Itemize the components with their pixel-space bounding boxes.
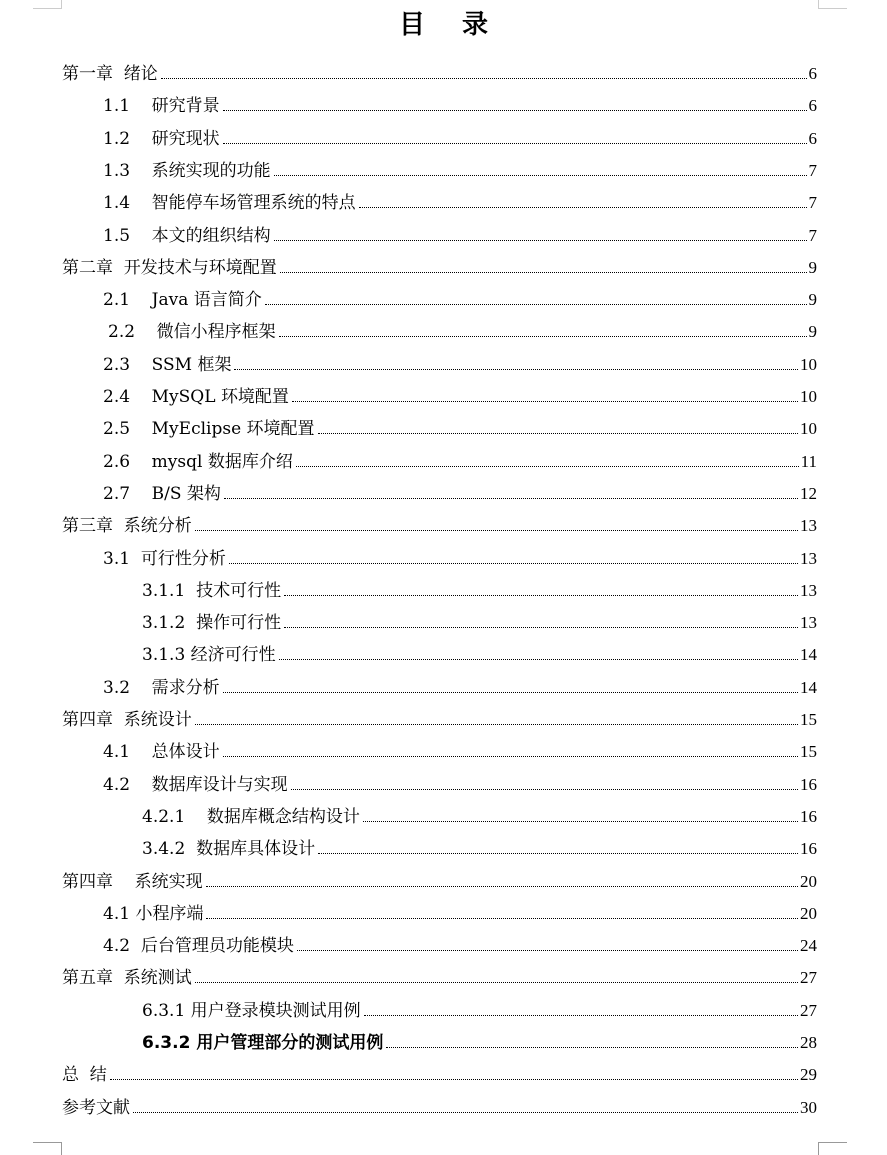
toc-entry-label: 2.7 B/S 架构: [103, 483, 221, 504]
toc-entry-label: 第五章 系统测试: [62, 968, 192, 989]
dot-leader: [291, 789, 798, 790]
dot-leader: [195, 982, 798, 983]
dot-leader: [223, 110, 807, 111]
toc-entry-2-3[interactable]: [103, 345, 817, 377]
toc-entry-page: 13: [800, 548, 817, 568]
dot-leader: [386, 1047, 798, 1048]
toc-entry-page: 10: [800, 354, 817, 374]
toc-entry-page: 13: [800, 613, 817, 633]
dot-leader: [274, 175, 807, 176]
toc-entry-6-3-2[interactable]: [142, 1023, 817, 1055]
toc-entry-page: 20: [800, 871, 817, 891]
toc-entry-label: 3.1.1 技术可行性: [142, 580, 282, 601]
toc-entry-2-4[interactable]: [103, 377, 817, 409]
toc-entry-1-2[interactable]: [103, 119, 817, 151]
toc-entry-label: 第二章 开发技术与环境配置: [62, 257, 277, 278]
toc-entry-page: 9: [808, 322, 817, 342]
toc-entry-2-1[interactable]: [103, 280, 817, 312]
toc-entry-3-4-2[interactable]: [142, 829, 817, 861]
toc-entry-chapter-1[interactable]: [62, 54, 817, 86]
toc-entry-label: 3.2 需求分析: [103, 677, 220, 698]
toc-entry-label: 3.1.2 操作可行性: [142, 613, 282, 634]
toc-entry-label: 4.1 总体设计: [103, 742, 220, 763]
toc-entry-3-2[interactable]: [103, 668, 817, 700]
toc-entry-chapter-3[interactable]: [62, 506, 817, 538]
toc-entry-page: 16: [800, 774, 817, 794]
toc-entry-6-3-1[interactable]: [142, 991, 817, 1023]
toc-entry-page: 14: [800, 677, 817, 697]
dot-leader: [359, 207, 807, 208]
toc-entry-page: 24: [800, 936, 817, 956]
toc-entry-1-4[interactable]: [103, 183, 817, 215]
toc-entry-4-2-admin[interactable]: [103, 926, 817, 958]
dot-leader: [279, 659, 798, 660]
toc-entry-label: 3.1 可行性分析: [103, 548, 226, 569]
dot-leader: [195, 724, 798, 725]
toc-entry-page: 27: [800, 968, 817, 988]
toc-entry-page: 15: [800, 710, 817, 729]
page-corner-mark-bottom-left: [33, 1142, 62, 1155]
toc-entry-page: 27: [800, 1000, 817, 1020]
toc-entry-summary[interactable]: [62, 1055, 817, 1087]
dot-leader: [274, 240, 807, 241]
toc-entry-chapter-2[interactable]: [62, 248, 817, 280]
dot-leader: [279, 336, 807, 337]
toc-entry-3-1-1[interactable]: [142, 571, 817, 603]
page-corner-mark-bottom-right: [818, 1142, 847, 1155]
toc-entry-label: 6.3.2 用户管理部分的测试用例: [142, 1033, 384, 1053]
toc-entry-3-1-3[interactable]: [142, 635, 817, 667]
toc-entry-2-6[interactable]: [103, 442, 817, 474]
toc-entry-label: 4.2.1 数据库概念结构设计: [142, 806, 360, 827]
toc-entry-label: 4.2 数据库设计与实现: [103, 774, 288, 795]
toc-entry-label: 3.4.2 数据库具体设计: [142, 839, 316, 860]
dot-leader: [223, 143, 807, 144]
toc-entry-1-1[interactable]: [103, 86, 817, 118]
toc-entry-label: 1.4 智能停车场管理系统的特点: [103, 193, 356, 214]
toc-entry-label: 第一章 绪论: [62, 64, 158, 84]
dot-leader: [133, 1112, 798, 1113]
toc-entry-label: 2.4 MySQL 环境配置: [103, 387, 289, 407]
toc-entry-label: 2.3 SSM 框架: [103, 354, 232, 375]
toc-entry-1-3[interactable]: [103, 151, 817, 183]
dot-leader: [223, 692, 798, 693]
toc-entry-label: 6.3.1 用户登录模块测试用例: [142, 1000, 361, 1021]
toc-entry-page: 7: [808, 160, 817, 180]
toc-entry-page: 29: [800, 1065, 817, 1085]
toc-entry-label: 参考文献: [62, 1097, 130, 1118]
dot-leader: [195, 530, 798, 531]
toc-entry-label: 第四章 系统实现: [62, 871, 203, 892]
dot-leader: [284, 627, 798, 628]
toc-entry-chapter-4-implementation[interactable]: [62, 862, 817, 894]
toc-entry-page: 6: [808, 128, 817, 148]
toc-entry-page: 16: [800, 839, 817, 859]
toc-entry-page: 7: [808, 225, 817, 245]
toc-entry-2-7[interactable]: [103, 474, 817, 506]
toc-entry-page: 16: [800, 806, 817, 826]
toc-entry-4-1-miniprogram[interactable]: [103, 894, 817, 926]
toc-entry-2-5[interactable]: [103, 409, 817, 441]
toc-entry-page: 12: [800, 483, 817, 503]
toc-entry-label: 总 结: [62, 1065, 107, 1086]
toc-entry-chapter-5[interactable]: [62, 958, 817, 990]
dot-leader: [206, 918, 798, 919]
toc-entry-label: 1.2 研究现状: [103, 128, 220, 149]
dot-leader: [265, 304, 807, 305]
toc-entry-label: 2.6 mysql 数据库介绍: [103, 451, 293, 472]
toc-entry-4-1-design[interactable]: [103, 732, 817, 764]
toc-entry-4-2-1[interactable]: [142, 797, 817, 829]
toc-entry-page: 28: [800, 1033, 817, 1052]
toc-entry-label: 2.2 微信小程序框架: [108, 322, 276, 343]
toc-entry-page: 14: [800, 645, 817, 665]
toc-entry-label: 2.5 MyEclipse 环境配置: [103, 419, 315, 440]
toc-entry-label: 1.1 研究背景: [103, 96, 220, 117]
toc-title: 目 录: [398, 10, 503, 40]
toc-entry-label: 第三章 系统分析: [62, 516, 192, 537]
toc-entry-page: 15: [800, 742, 817, 762]
toc-entry-page: 6: [808, 96, 817, 116]
toc-entry-page: 9: [808, 257, 817, 277]
dot-leader: [110, 1079, 798, 1080]
dot-leader: [364, 1015, 798, 1016]
dot-leader: [292, 401, 798, 402]
dot-leader: [280, 272, 807, 273]
toc-entry-page: 6: [808, 64, 817, 83]
toc-entry-label: 4.1 小程序端: [103, 903, 204, 924]
toc-entry-page: 7: [808, 193, 817, 213]
toc-entry-page: 11: [800, 451, 817, 471]
toc-entry-page: 10: [800, 419, 817, 439]
toc-entry-page: 30: [800, 1097, 817, 1117]
dot-leader: [296, 466, 799, 467]
toc-entry-4-2-design[interactable]: [103, 765, 817, 797]
toc-entry-label: 2.1 Java 语言简介: [103, 290, 262, 311]
toc-entry-references[interactable]: [62, 1088, 817, 1120]
toc-entry-page: 9: [808, 290, 817, 310]
toc-entry-3-1[interactable]: [103, 539, 817, 571]
dot-leader: [224, 498, 798, 499]
dot-leader: [284, 595, 798, 596]
toc-entry-chapter-4-design[interactable]: [62, 700, 817, 732]
toc-entry-1-5[interactable]: [103, 216, 817, 248]
toc-entry-page: 13: [800, 516, 817, 536]
dot-leader: [161, 78, 807, 79]
toc-entry-page: 20: [800, 903, 817, 923]
toc-entry-label: 4.2 后台管理员功能模块: [103, 936, 294, 957]
dot-leader: [363, 821, 798, 822]
toc-entry-page: 10: [800, 387, 817, 406]
toc-entry-label: 第四章 系统设计: [62, 710, 192, 730]
dot-leader: [223, 756, 798, 757]
toc-entry-label: 1.3 系统实现的功能: [103, 160, 271, 181]
dot-leader: [234, 369, 798, 370]
toc-entry-label: 1.5 本文的组织结构: [103, 225, 271, 246]
dot-leader: [297, 950, 798, 951]
toc-entry-3-1-2[interactable]: [142, 603, 817, 635]
dot-leader: [229, 563, 798, 564]
toc-entry-page: 13: [800, 580, 817, 600]
dot-leader: [206, 886, 798, 887]
toc-entry-2-2[interactable]: [108, 312, 817, 344]
toc-entry-label: 3.1.3 经济可行性: [142, 645, 276, 666]
dot-leader: [318, 433, 798, 434]
dot-leader: [318, 853, 798, 854]
